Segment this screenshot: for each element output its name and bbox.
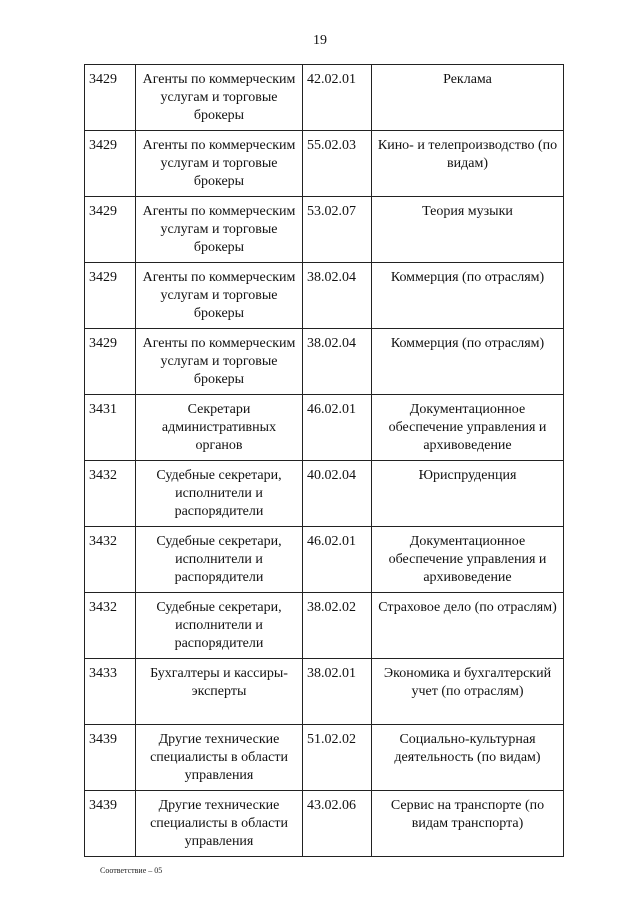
occupation-code-cell: 3432 — [85, 527, 136, 593]
specialty-code-cell: 46.02.01 — [303, 527, 372, 593]
specialty-code-cell: 43.02.06 — [303, 791, 372, 857]
table-row — [85, 791, 564, 857]
table-row — [85, 131, 564, 197]
occupation-code-cell: 3429 — [85, 329, 136, 395]
specialty-name-cell: Экономика и бухгалтерский учет (по отраслям) — [372, 659, 564, 725]
occupation-code-cell: 3432 — [85, 461, 136, 527]
specialty-code-cell: 42.02.01 — [303, 65, 372, 131]
specialty-code-cell: 38.02.02 — [303, 593, 372, 659]
table-row — [85, 197, 564, 263]
occupation-code-cell: 3429 — [85, 131, 136, 197]
occupation-code-cell: 3429 — [85, 197, 136, 263]
specialty-code-cell: 38.02.04 — [303, 263, 372, 329]
table-row — [85, 65, 564, 131]
specialty-code-cell: 46.02.01 — [303, 395, 372, 461]
footer-note: Соответствие – 05 — [100, 866, 163, 875]
table-row — [85, 593, 564, 659]
profession-cell: Агенты по коммерческим услугам и торговые брокеры — [136, 131, 303, 197]
specialty-name-cell: Страховое дело (по отраслям) — [372, 593, 564, 659]
table-body — [85, 65, 564, 857]
occupation-code-cell: 3432 — [85, 593, 136, 659]
specialty-name-cell: Коммерция (по отраслям) — [372, 329, 564, 395]
table-row — [85, 527, 564, 593]
table-row — [85, 461, 564, 527]
specialty-code-cell: 40.02.04 — [303, 461, 372, 527]
profession-cell: Судебные секретари, исполнители и распорядители — [136, 527, 303, 593]
specialty-name-cell: Сервис на транспорте (по видам транспорта) — [372, 791, 564, 857]
specialty-code-cell: 38.02.01 — [303, 659, 372, 725]
profession-cell: Агенты по коммерческим услугам и торговые брокеры — [136, 197, 303, 263]
occupation-code-cell: 3439 — [85, 791, 136, 857]
specialty-name-cell: Кино- и телепроизводство (по видам) — [372, 131, 564, 197]
profession-cell: Другие технические специалисты в области управления — [136, 791, 303, 857]
occupation-code-cell: 3431 — [85, 395, 136, 461]
specialty-name-cell: Документационное обеспечение управления и архивоведение — [372, 527, 564, 593]
specialty-name-cell: Социально-культурная деятельность (по видам) — [372, 725, 564, 791]
profession-cell: Другие технические специалисты в области управления — [136, 725, 303, 791]
specialty-code-cell: 38.02.04 — [303, 329, 372, 395]
specialty-name-cell: Реклама — [372, 65, 564, 131]
table-row — [85, 263, 564, 329]
specialty-code-cell: 51.02.02 — [303, 725, 372, 791]
occupation-code-cell: 3433 — [85, 659, 136, 725]
profession-cell: Секретари административных органов — [136, 395, 303, 461]
table-row — [85, 659, 564, 725]
profession-cell: Бухгалтеры и кассиры-эксперты — [136, 659, 303, 725]
profession-cell: Судебные секретари, исполнители и распорядители — [136, 461, 303, 527]
specialty-name-cell: Коммерция (по отраслям) — [372, 263, 564, 329]
specialty-name-cell: Документационное обеспечение управления и архивоведение — [372, 395, 564, 461]
profession-cell: Судебные секретари, исполнители и распорядители — [136, 593, 303, 659]
table-row — [85, 329, 564, 395]
specialty-name-cell: Юриспруденция — [372, 461, 564, 527]
page-number: 19 — [313, 33, 327, 48]
occupation-code-cell: 3439 — [85, 725, 136, 791]
table-row — [85, 395, 564, 461]
profession-cell: Агенты по коммерческим услугам и торговые брокеры — [136, 263, 303, 329]
profession-cell: Агенты по коммерческим услугам и торговые брокеры — [136, 65, 303, 131]
table-row — [85, 725, 564, 791]
occupation-code-cell: 3429 — [85, 65, 136, 131]
specialty-name-cell: Теория музыки — [372, 197, 564, 263]
professions-table — [84, 64, 564, 857]
occupation-code-cell: 3429 — [85, 263, 136, 329]
specialty-code-cell: 55.02.03 — [303, 131, 372, 197]
specialty-code-cell: 53.02.07 — [303, 197, 372, 263]
profession-cell: Агенты по коммерческим услугам и торговые брокеры — [136, 329, 303, 395]
